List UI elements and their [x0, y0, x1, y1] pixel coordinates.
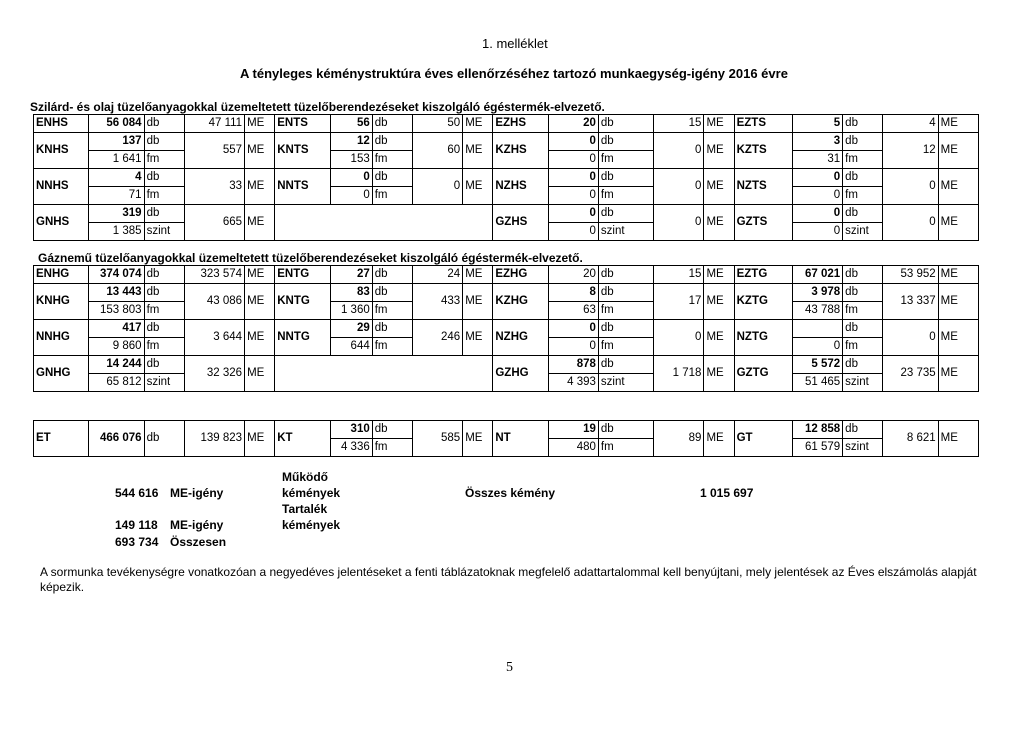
- me-unit-cell: ME: [704, 320, 734, 356]
- count-cell: 29: [330, 320, 372, 338]
- me-unit-cell: ME: [938, 115, 978, 133]
- unit-cell: fm: [372, 187, 412, 205]
- me-value-cell: 15: [654, 115, 704, 133]
- count-cell: 0: [330, 169, 372, 187]
- code-cell: NZHG: [493, 320, 548, 356]
- code-cell: EZTS: [734, 115, 792, 133]
- code-cell: KNHS: [34, 133, 89, 169]
- me-unit-cell: ME: [245, 115, 275, 133]
- count-cell: 56: [330, 115, 372, 133]
- table-row: [34, 421, 979, 439]
- unit-cell: db: [598, 266, 653, 284]
- osszes-kemeny-label: Összes kémény: [465, 486, 556, 500]
- code-cell: GNHG: [34, 356, 89, 392]
- count-cell: 466 076: [89, 421, 144, 457]
- code-cell: EZHG: [493, 266, 548, 284]
- section-solid-title: Szilárd- és olaj tüzelőanyagokkal üzemeltetett tüzelőberendezéseket kiszolgáló égéstermék-elvezető.: [30, 100, 605, 114]
- me-value-cell: 433: [412, 284, 462, 320]
- me-unit-cell: ME: [704, 205, 734, 241]
- me-unit-cell: ME: [938, 284, 978, 320]
- me-unit-cell: ME: [463, 421, 493, 457]
- count-cell: 0: [792, 169, 842, 187]
- me-unit-cell: ME: [704, 266, 734, 284]
- level-cell: 1 385: [89, 223, 144, 241]
- page-number: 5: [506, 660, 513, 675]
- kemenyek-label-2: kémények: [282, 518, 341, 532]
- count-cell: 83: [330, 284, 372, 302]
- me-unit-cell: ME: [245, 356, 275, 392]
- unit-cell: db: [843, 169, 883, 187]
- length-cell: 0: [792, 187, 842, 205]
- length-cell: 0: [330, 187, 372, 205]
- code-cell: ENHS: [34, 115, 89, 133]
- footer-note: A sormunka tevékenységre vonatkozóan a negyedéves jelentéseket a fenti táblázatoknak megfelelő adattartalommal kell benyújtani, mely jelentések az Éves elszámolás alapját képezik.: [40, 565, 977, 594]
- me-value-cell: 0: [654, 205, 704, 241]
- code-cell: GZHG: [493, 356, 548, 392]
- unit-cell: szint: [843, 223, 883, 241]
- count-cell: [792, 320, 842, 338]
- code-cell: KNTG: [275, 284, 330, 320]
- count-cell: 20: [548, 266, 598, 284]
- unit-cell: db: [598, 284, 653, 302]
- level-cell: 0: [792, 223, 842, 241]
- table-row: [34, 284, 979, 302]
- me-unit-cell: ME: [938, 169, 978, 205]
- length-cell: 153 803: [89, 302, 144, 320]
- count-cell: 3: [792, 133, 842, 151]
- me-unit-cell: ME: [938, 320, 978, 356]
- me-value-cell: 0: [654, 169, 704, 205]
- unit-cell: fm: [598, 439, 653, 457]
- code-cell: ET: [34, 421, 89, 457]
- unit-cell: db: [144, 284, 184, 302]
- unit-cell: db: [144, 320, 184, 338]
- me-unit-cell: ME: [938, 266, 978, 284]
- unit-cell: db: [843, 284, 883, 302]
- unit-cell: fm: [372, 302, 412, 320]
- level-cell: 4 393: [548, 374, 598, 392]
- unit-cell: fm: [598, 187, 653, 205]
- code-cell: KZHS: [493, 133, 548, 169]
- count-cell: 14 244: [89, 356, 144, 374]
- unit-cell: db: [144, 133, 184, 151]
- count-cell: 417: [89, 320, 144, 338]
- level-cell: 51 465: [792, 374, 842, 392]
- summary-line1-label: ME-igény: [170, 486, 224, 500]
- unit-cell: szint: [598, 374, 653, 392]
- count-cell: 8: [548, 284, 598, 302]
- length-cell: 644: [330, 338, 372, 356]
- unit-cell: szint: [598, 223, 653, 241]
- unit-cell: db: [144, 356, 184, 374]
- code-cell: NNTS: [275, 169, 330, 205]
- code-cell: KNTS: [275, 133, 330, 169]
- table-row: [34, 356, 979, 374]
- count-cell: 3 978: [792, 284, 842, 302]
- me-unit-cell: ME: [704, 133, 734, 169]
- unit-cell: fm: [843, 151, 883, 169]
- unit-cell: db: [144, 205, 184, 223]
- code-cell: NZTS: [734, 169, 792, 205]
- code-cell: KZHG: [493, 284, 548, 320]
- level-cell: 65 812: [89, 374, 144, 392]
- length-cell: 4 336: [330, 439, 372, 457]
- count-cell: 5: [792, 115, 842, 133]
- summary-line2-label: ME-igény: [170, 518, 224, 532]
- me-value-cell: 0: [654, 320, 704, 356]
- count-cell: 12: [330, 133, 372, 151]
- unit-cell: fm: [598, 302, 653, 320]
- unit-cell: db: [598, 356, 653, 374]
- unit-cell: db: [598, 421, 653, 439]
- me-value-cell: 12: [883, 133, 938, 169]
- me-value-cell: 15: [654, 266, 704, 284]
- me-unit-cell: ME: [704, 356, 734, 392]
- code-cell: ENTG: [275, 266, 330, 284]
- me-unit-cell: ME: [704, 284, 734, 320]
- me-unit-cell: ME: [245, 284, 275, 320]
- count-cell: 5 572: [792, 356, 842, 374]
- solid-fuel-table: [33, 114, 979, 241]
- count-cell: 27: [330, 266, 372, 284]
- me-unit-cell: ME: [245, 169, 275, 205]
- unit-cell: szint: [144, 223, 184, 241]
- length-cell: 43 788: [792, 302, 842, 320]
- count-cell: 319: [89, 205, 144, 223]
- me-value-cell: 53 952: [883, 266, 938, 284]
- me-value-cell: 139 823: [184, 421, 244, 457]
- length-cell: 480: [548, 439, 598, 457]
- table-row: [34, 133, 979, 151]
- osszes-kemeny-value: 1 015 697: [700, 486, 754, 500]
- unit-cell: fm: [144, 302, 184, 320]
- length-cell: 0: [548, 151, 598, 169]
- count-cell: 878: [548, 356, 598, 374]
- unit-cell: db: [372, 115, 412, 133]
- me-value-cell: 585: [412, 421, 462, 457]
- count-cell: 0: [548, 169, 598, 187]
- count-cell: 56 084: [89, 115, 144, 133]
- count-cell: 19: [548, 421, 598, 439]
- me-unit-cell: ME: [245, 133, 275, 169]
- unit-cell: fm: [144, 187, 184, 205]
- count-cell: 0: [548, 320, 598, 338]
- count-cell: 0: [548, 205, 598, 223]
- me-value-cell: 8 621: [883, 421, 938, 457]
- code-cell: NT: [493, 421, 548, 457]
- code-cell: KNHG: [34, 284, 89, 320]
- me-unit-cell: ME: [463, 284, 493, 320]
- me-value-cell: 24: [412, 266, 462, 284]
- me-unit-cell: ME: [245, 320, 275, 356]
- count-cell: 0: [548, 133, 598, 151]
- length-cell: 1 360: [330, 302, 372, 320]
- code-cell: NNHS: [34, 169, 89, 205]
- table-row: [34, 169, 979, 187]
- table-row: [34, 205, 979, 223]
- table-row: [34, 115, 979, 133]
- me-unit-cell: ME: [245, 266, 275, 284]
- me-unit-cell: ME: [463, 115, 493, 133]
- count-cell: 20: [548, 115, 598, 133]
- empty-block: [275, 356, 493, 392]
- me-unit-cell: ME: [938, 133, 978, 169]
- unit-cell: db: [372, 133, 412, 151]
- me-value-cell: 323 574: [184, 266, 244, 284]
- me-value-cell: 557: [184, 133, 244, 169]
- unit-cell: db: [843, 421, 883, 439]
- code-cell: NZHS: [493, 169, 548, 205]
- code-cell: NNHG: [34, 320, 89, 356]
- length-cell: 1 641: [89, 151, 144, 169]
- code-cell: KZTG: [734, 284, 792, 320]
- unit-cell: db: [144, 421, 184, 457]
- length-cell: 31: [792, 151, 842, 169]
- unit-cell: db: [372, 320, 412, 338]
- unit-cell: db: [144, 266, 184, 284]
- unit-cell: fm: [843, 338, 883, 356]
- unit-cell: db: [843, 320, 883, 338]
- unit-cell: db: [598, 169, 653, 187]
- me-unit-cell: ME: [704, 421, 734, 457]
- me-unit-cell: ME: [463, 266, 493, 284]
- me-value-cell: 665: [184, 205, 244, 241]
- unit-cell: db: [372, 421, 412, 439]
- unit-cell: db: [843, 133, 883, 151]
- kemenyek-label-1: kémények: [282, 486, 341, 500]
- unit-cell: fm: [372, 439, 412, 457]
- me-value-cell: 23 735: [883, 356, 938, 392]
- code-cell: GZHS: [493, 205, 548, 241]
- empty-block: [275, 205, 493, 241]
- me-value-cell: 0: [883, 320, 938, 356]
- unit-cell: fm: [598, 338, 653, 356]
- unit-cell: db: [598, 115, 653, 133]
- count-cell: 137: [89, 133, 144, 151]
- unit-cell: fm: [843, 187, 883, 205]
- unit-cell: db: [843, 356, 883, 374]
- code-cell: KZTS: [734, 133, 792, 169]
- unit-cell: db: [372, 266, 412, 284]
- me-unit-cell: ME: [704, 169, 734, 205]
- length-cell: 63: [548, 302, 598, 320]
- mukodo-label: Működő: [282, 470, 328, 484]
- code-cell: NNTG: [275, 320, 330, 356]
- me-value-cell: 33: [184, 169, 244, 205]
- unit-cell: fm: [598, 151, 653, 169]
- unit-cell: szint: [843, 439, 883, 457]
- code-cell: ENTS: [275, 115, 330, 133]
- me-value-cell: 17: [654, 284, 704, 320]
- summary-line3-value: 693 734: [115, 535, 159, 549]
- unit-cell: db: [144, 169, 184, 187]
- unit-cell: fm: [372, 151, 412, 169]
- unit-cell: szint: [843, 374, 883, 392]
- unit-cell: db: [598, 133, 653, 151]
- me-unit-cell: ME: [938, 421, 978, 457]
- me-unit-cell: ME: [463, 133, 493, 169]
- unit-cell: db: [144, 115, 184, 133]
- me-unit-cell: ME: [938, 205, 978, 241]
- unit-cell: fm: [144, 151, 184, 169]
- code-cell: NZTG: [734, 320, 792, 356]
- unit-cell: db: [843, 266, 883, 284]
- unit-cell: db: [598, 320, 653, 338]
- me-value-cell: 60: [412, 133, 462, 169]
- code-cell: ENHG: [34, 266, 89, 284]
- code-cell: EZTG: [734, 266, 792, 284]
- unit-cell: db: [843, 205, 883, 223]
- gas-fuel-table: [33, 265, 979, 392]
- me-value-cell: 4: [883, 115, 938, 133]
- table-row: [34, 320, 979, 338]
- unit-cell: fm: [843, 302, 883, 320]
- length-cell: 9 860: [89, 338, 144, 356]
- table-row: [34, 266, 979, 284]
- unit-cell: szint: [144, 374, 184, 392]
- me-unit-cell: ME: [245, 421, 275, 457]
- me-unit-cell: ME: [463, 169, 493, 205]
- me-value-cell: 47 111: [184, 115, 244, 133]
- attachment-label: 1. melléklet: [482, 36, 548, 51]
- me-value-cell: 43 086: [184, 284, 244, 320]
- tartalek-label: Tartalék: [282, 502, 328, 516]
- code-cell: GZTG: [734, 356, 792, 392]
- code-cell: GZTS: [734, 205, 792, 241]
- me-unit-cell: ME: [704, 115, 734, 133]
- count-cell: 374 074: [89, 266, 144, 284]
- unit-cell: fm: [144, 338, 184, 356]
- code-cell: KT: [275, 421, 330, 457]
- me-value-cell: 0: [654, 133, 704, 169]
- me-value-cell: 3 644: [184, 320, 244, 356]
- unit-cell: db: [372, 284, 412, 302]
- count-cell: 4: [89, 169, 144, 187]
- me-value-cell: 1 718: [654, 356, 704, 392]
- unit-cell: fm: [372, 338, 412, 356]
- me-value-cell: 50: [412, 115, 462, 133]
- me-unit-cell: ME: [245, 205, 275, 241]
- section-gas-title: Gáznemű tüzelőanyagokkal üzemeltetett tüzelőberendezéseket kiszolgáló égéstermék-elvezető.: [38, 251, 583, 265]
- document-title: A tényleges kéménystruktúra éves ellenőrzéséhez tartozó munkaegység-igény 2016 évre: [240, 66, 788, 81]
- length-cell: 0: [792, 338, 842, 356]
- summary-line2-value: 149 118: [115, 518, 158, 532]
- count-cell: 12 858: [792, 421, 842, 439]
- me-value-cell: 32 326: [184, 356, 244, 392]
- length-cell: 0: [548, 338, 598, 356]
- code-cell: GT: [734, 421, 792, 457]
- me-value-cell: 13 337: [883, 284, 938, 320]
- me-unit-cell: ME: [938, 356, 978, 392]
- me-value-cell: 0: [883, 205, 938, 241]
- me-value-cell: 246: [412, 320, 462, 356]
- length-cell: 153: [330, 151, 372, 169]
- length-cell: 0: [548, 187, 598, 205]
- me-unit-cell: ME: [463, 320, 493, 356]
- level-cell: 0: [548, 223, 598, 241]
- unit-cell: db: [372, 169, 412, 187]
- totals-table: [33, 420, 979, 457]
- code-cell: EZHS: [493, 115, 548, 133]
- count-cell: 310: [330, 421, 372, 439]
- me-value-cell: 0: [883, 169, 938, 205]
- length-cell: 71: [89, 187, 144, 205]
- count-cell: 0: [792, 205, 842, 223]
- unit-cell: db: [843, 115, 883, 133]
- me-value-cell: 89: [654, 421, 704, 457]
- count-cell: 13 443: [89, 284, 144, 302]
- summary-line3-label: Összesen: [170, 535, 227, 549]
- unit-cell: db: [598, 205, 653, 223]
- level-cell: 61 579: [792, 439, 842, 457]
- me-value-cell: 0: [412, 169, 462, 205]
- summary-line1-value: 544 616: [115, 486, 159, 500]
- count-cell: 67 021: [792, 266, 842, 284]
- code-cell: GNHS: [34, 205, 89, 241]
